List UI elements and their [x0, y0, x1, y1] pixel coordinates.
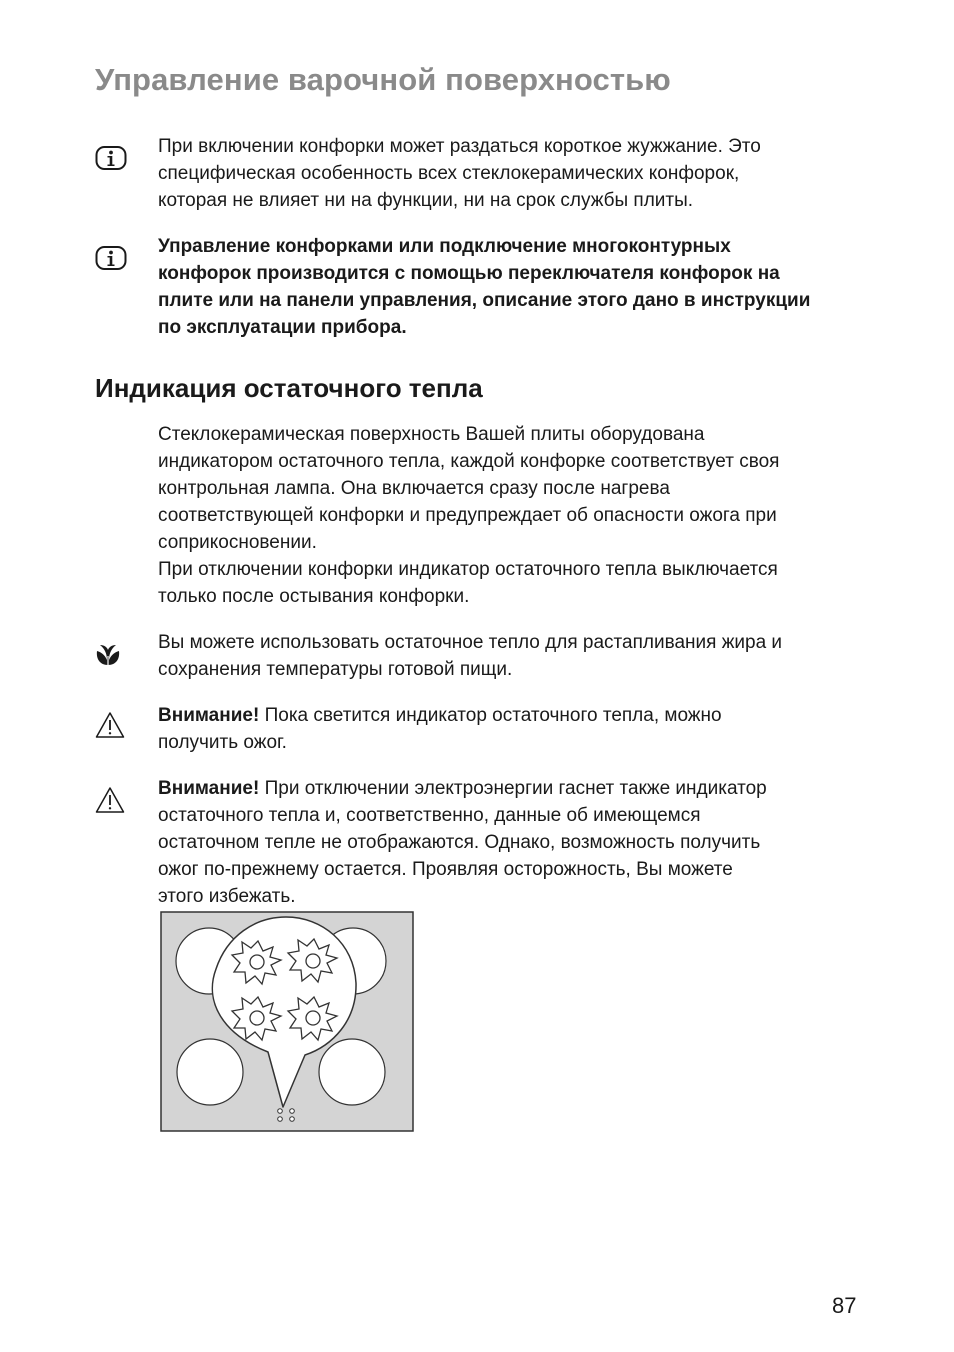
body-line: только после остывания конфорки. — [158, 586, 470, 607]
body-line: соприкосновении. — [158, 532, 317, 553]
eco-tip — [158, 629, 868, 683]
note-2-line: плите или на панели управления, описание этого дано в инструкции — [158, 290, 811, 311]
body-line: Стеклокерамическая поверхность Вашей плиты оборудована — [158, 424, 705, 445]
note-2-line: Управление конфорками или подключение многоконтурных — [158, 236, 731, 257]
eco-line: сохранения температуры готовой пищи. — [158, 659, 513, 680]
warning-1 — [158, 702, 868, 756]
note-2-line: по эксплуатации прибора. — [158, 317, 407, 338]
note-1-line: которая не влияет ни на функции, ни на срок службы плиты. — [158, 190, 694, 211]
eco-line: Вы можете использовать остаточное тепло для растапливания жира и — [158, 632, 783, 653]
warning-triangle-icon — [95, 786, 125, 814]
warning-1-line: получить ожог. — [158, 732, 287, 753]
warning-2-line: остаточного тепла и, соответственно, данные об имеющемся — [158, 805, 701, 826]
note-2-line: конфорок производится с помощью переключателя конфорок на — [158, 263, 780, 284]
info-icon — [95, 145, 127, 171]
cooktop-residual-heat-diagram — [160, 911, 414, 1133]
warning-2-line: этого избежать. — [158, 886, 296, 907]
warning-1-text: Пока светится индикатор остаточного тепла, можно — [259, 705, 722, 726]
eco-leaf-icon — [94, 641, 122, 667]
warning-2-text: При отключении электроэнергии гаснет также индикатор — [259, 778, 767, 799]
body-line: соответствующей конфорки и предупреждает об опасности ожога при — [158, 505, 777, 526]
body-line: индикатором остаточного тепла, каждой конфорке соответствует своя — [158, 451, 780, 472]
section-title: Индикация остаточного тепла — [95, 373, 483, 403]
body-line: контрольная лампа. Она включается сразу после нагрева — [158, 478, 670, 499]
cooking-zone-front-left — [177, 1039, 243, 1105]
warning-triangle-icon — [95, 711, 125, 739]
page-title: Управление варочной поверхностью — [95, 62, 671, 97]
info-icon — [95, 245, 127, 271]
note-1-line: специфическая особенность всех стеклокерамических конфорок, — [158, 163, 740, 184]
warning-2-line: ожог по-прежнему остается. Проявляя осторожность, Вы можете — [158, 859, 733, 880]
note-1-line: При включении конфорки может раздаться короткое жужжание. Это — [158, 136, 761, 157]
cooking-zone-front-right — [319, 1039, 385, 1105]
warning-2 — [158, 775, 868, 910]
note-2 — [158, 233, 868, 341]
body-line: При отключении конфорки индикатор остаточного тепла выключается — [158, 559, 778, 580]
warning-2-line: остаточном тепле не отображаются. Однако, возможность получить — [158, 832, 761, 853]
section-body — [158, 421, 868, 610]
note-1 — [158, 133, 868, 214]
warning-1-line — [158, 702, 868, 729]
page-number: 87 — [832, 1293, 857, 1318]
warning-label: Внимание! — [158, 778, 260, 799]
warning-2-line — [158, 775, 868, 802]
warning-label: Внимание! — [158, 705, 260, 726]
